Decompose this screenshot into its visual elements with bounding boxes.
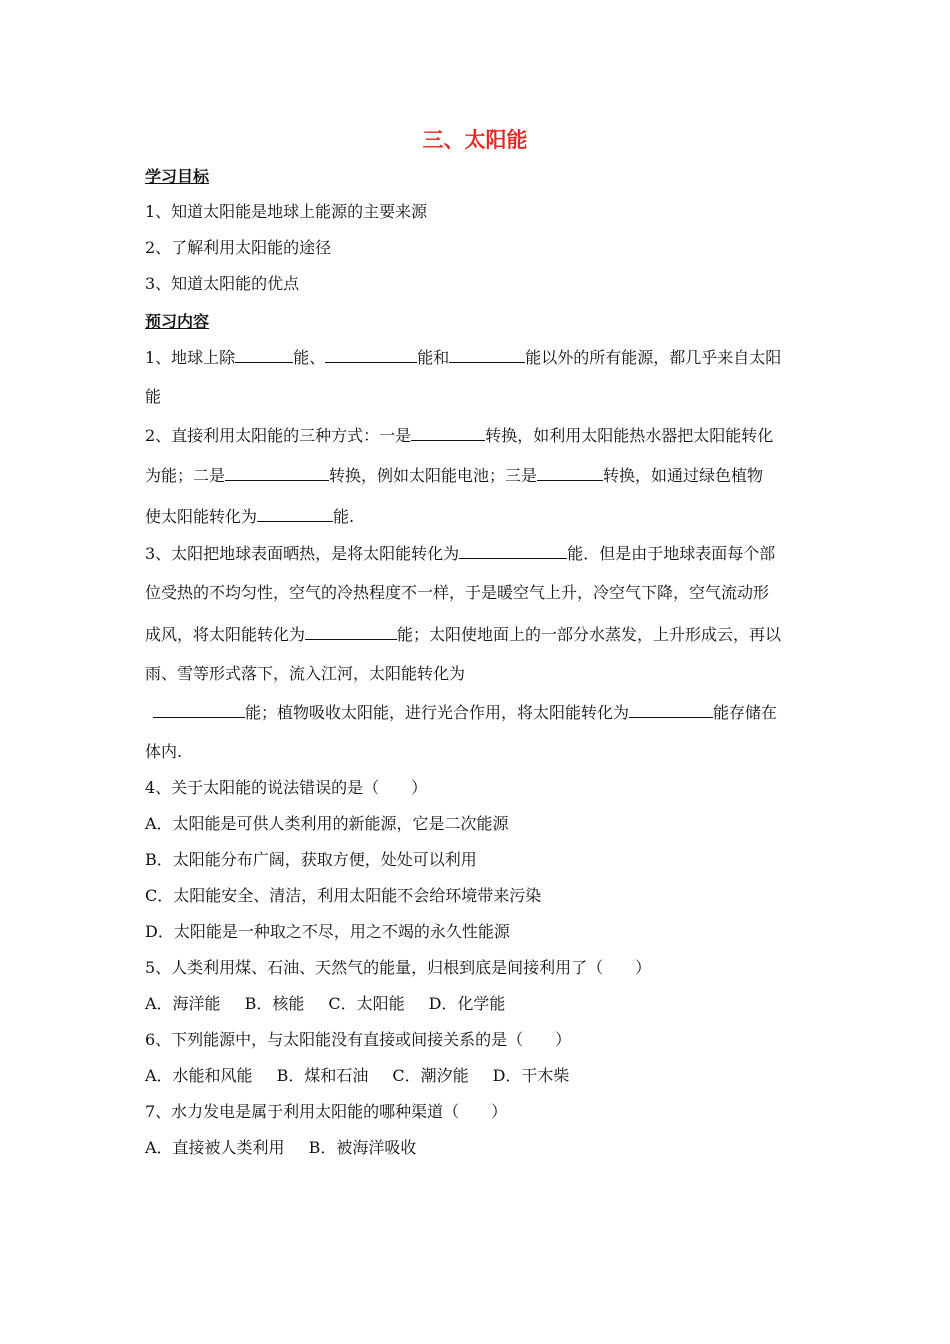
goal-item-1: 1、知道太阳能是地球上能源的主要来源 xyxy=(145,202,428,221)
goal-item-3: 3、知道太阳能的优点 xyxy=(145,274,300,293)
option-a: A．水能和风能 xyxy=(145,1066,253,1085)
option-d: D．干木柴 xyxy=(492,1066,570,1085)
option-c: C．潮汐能 xyxy=(392,1066,469,1085)
answer-blank[interactable] xyxy=(257,504,333,522)
option-b: B．核能 xyxy=(244,994,305,1013)
question-2-text: 为能；二是 xyxy=(145,466,226,485)
question-3-line-5 xyxy=(145,700,777,724)
question-3-line-4: 雨、雪等形式落下，流入江河，太阳能转化为 xyxy=(145,664,466,683)
question-3-text: 能．但是由于地球表面每个部 xyxy=(567,544,776,563)
question-1-text: 能和 xyxy=(417,348,450,367)
question-1-text: 1、地球上除 xyxy=(145,348,236,367)
option-a: A．海洋能 xyxy=(145,994,221,1013)
answer-blank[interactable] xyxy=(411,423,485,441)
question-7-options xyxy=(145,1137,416,1159)
question-3-text: 3、太阳把地球表面晒热，是将太阳能转化为 xyxy=(145,544,460,563)
question-3-line-3 xyxy=(145,622,781,646)
question-2-line-2 xyxy=(145,463,763,487)
question-5-options xyxy=(145,993,505,1015)
learning-goals-heading: 学习目标 xyxy=(145,167,210,186)
question-7-stem: 7、水力发电是属于利用太阳能的哪种渠道（ ） xyxy=(145,1102,508,1121)
question-2-text: 转换，如通过绿色植物 xyxy=(603,466,764,485)
question-2-text: 能. xyxy=(333,507,355,526)
question-2-line-3 xyxy=(145,504,354,528)
question-2-text: 转换，例如太阳能电池；三是 xyxy=(329,466,538,485)
question-2-text: 2、直接利用太阳能的三种方式：一是 xyxy=(145,426,412,445)
answer-blank[interactable] xyxy=(629,700,713,718)
question-2-text: 转换，如利用太阳能热水器把太阳能转化 xyxy=(485,426,774,445)
question-2-text: 使太阳能转化为 xyxy=(145,507,258,526)
question-4-option-d: D．太阳能是一种取之不尽，用之不竭的永久性能源 xyxy=(145,922,510,941)
answer-blank[interactable] xyxy=(225,463,329,481)
question-4-option-c: C．太阳能安全、清洁，利用太阳能不会给环境带来污染 xyxy=(145,886,542,905)
option-c: C．太阳能 xyxy=(328,994,405,1013)
question-4-option-b: B．太阳能分布广阔，获取方便，处处可以利用 xyxy=(145,850,477,869)
goal-item-2: 2、了解利用太阳能的途径 xyxy=(145,238,332,257)
question-6-options xyxy=(145,1065,569,1087)
question-1-text: 能、 xyxy=(293,348,326,367)
option-b: B．被海洋吸收 xyxy=(308,1138,417,1157)
question-3-line-6: 体内. xyxy=(145,742,183,761)
question-1-line-1 xyxy=(145,345,781,369)
question-1-text: 能以外的所有能源，都几乎来自太阳 xyxy=(525,348,782,367)
question-3-text: 成风，将太阳能转化为 xyxy=(145,625,306,644)
question-3-line-1 xyxy=(145,541,775,565)
question-1-line-2: 能 xyxy=(145,387,162,406)
question-3-text: 能；植物吸收太阳能，进行光合作用，将太阳能转化为 xyxy=(245,703,630,722)
answer-blank[interactable] xyxy=(459,541,567,559)
question-3-line-2: 位受热的不均匀性，空气的冷热程度不一样，于是暖空气上升，冷空气下降，空气流动形 xyxy=(145,583,770,602)
answer-blank[interactable] xyxy=(537,463,603,481)
page-title: 三、太阳能 xyxy=(422,127,528,152)
option-d: D．化学能 xyxy=(428,994,506,1013)
answer-blank[interactable] xyxy=(449,345,525,363)
option-a: A．直接被人类利用 xyxy=(145,1138,285,1157)
option-b: B．煤和石油 xyxy=(276,1066,369,1085)
question-4-stem: 4、关于太阳能的说法错误的是（ ） xyxy=(145,778,428,797)
question-6-stem: 6、下列能源中，与太阳能没有直接或间接关系的是（ ） xyxy=(145,1030,572,1049)
question-4-option-a: A．太阳能是可供人类利用的新能源，它是二次能源 xyxy=(145,814,509,833)
answer-blank[interactable] xyxy=(325,345,417,363)
answer-blank[interactable] xyxy=(153,700,245,718)
question-2-line-1 xyxy=(145,423,773,447)
answer-blank[interactable] xyxy=(235,345,293,363)
question-3-text: 能；太阳使地面上的一部分水蒸发，上升形成云，再以 xyxy=(397,625,782,644)
answer-blank[interactable] xyxy=(305,622,397,640)
question-5-stem: 5、人类利用煤、石油、天然气的能量，归根到底是间接利用了（ ） xyxy=(145,958,652,977)
preview-heading: 预习内容 xyxy=(145,312,210,331)
question-3-text: 能存储在 xyxy=(713,703,778,722)
